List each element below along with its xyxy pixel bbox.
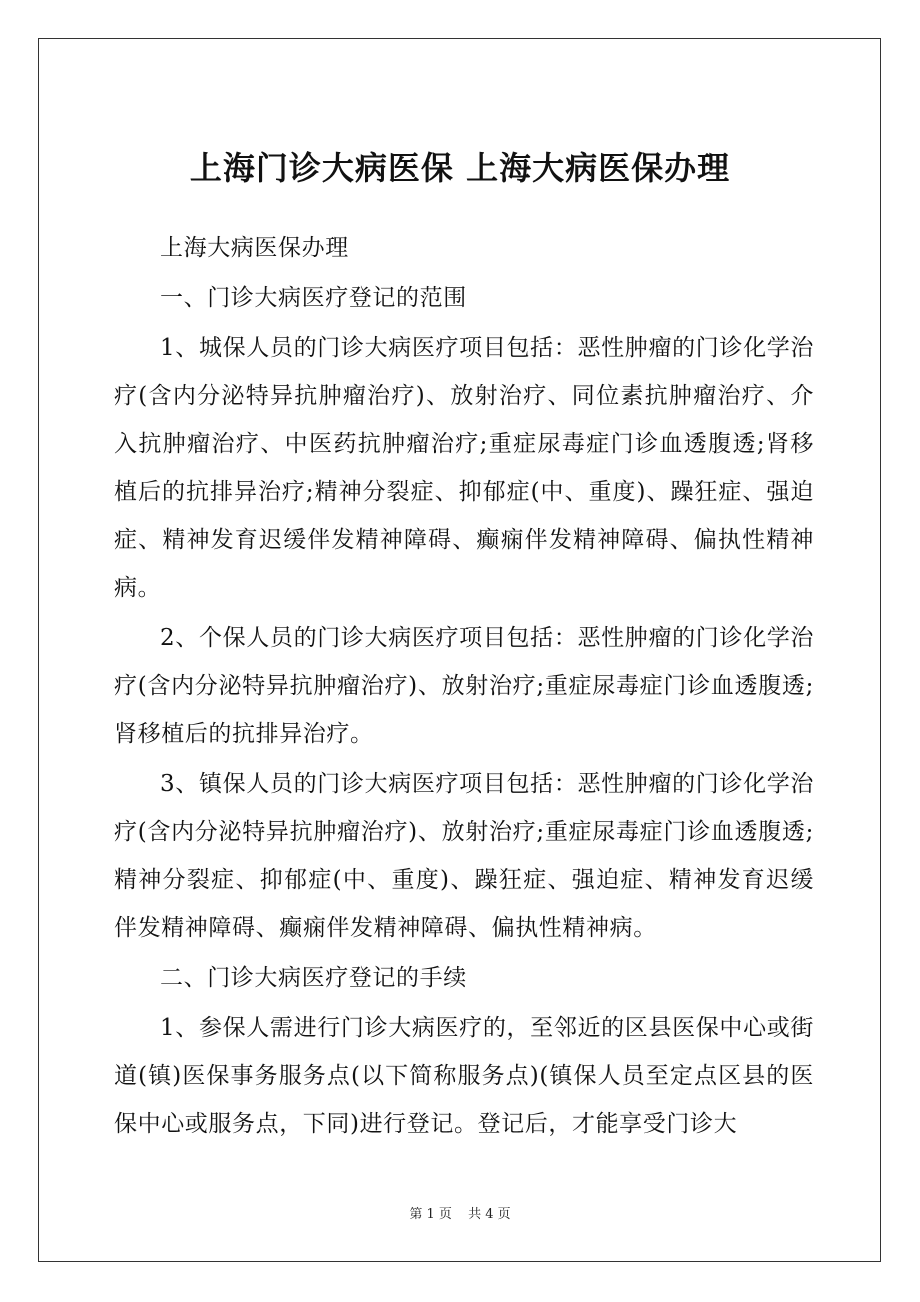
paragraph-registration: 1、参保人需进行门诊大病医疗的，至邻近的区县医保中心或街道(镇)医保事务服务点(以下简称服务点)(镇保人员至定点区县的医保中心或服务点，下同)进行登记。登记后，才能享受门诊大 [114,1015,814,1137]
paragraph-town-insurance: 3、镇保人员的门诊大病医疗项目包括：恶性肿瘤的门诊化学治疗(含内分泌特异抗肿瘤治疗)、放射治疗;重症尿毒症门诊血透腹透;精神分裂症、抑郁症(中、重度)、躁狂症、强迫症、精神发育迟缓伴发精神障碍、癫痫伴发精神障碍、偏执性精神病。 [114,771,814,941]
paragraph-city-insurance: 1、城保人员的门诊大病医疗项目包括：恶性肿瘤的门诊化学治疗(含内分泌特异抗肿瘤治疗)、放射治疗、同位素抗肿瘤治疗、介入抗肿瘤治疗、中医药抗肿瘤治疗;重症尿毒症门诊血透腹透;肾移植后的抗排异治疗;精神分裂症、抑郁症(中、重度)、躁狂症、强迫症、精神发育迟缓伴发精神障碍、癫痫伴发精神障碍、偏执性精神病。 [114,335,814,601]
section-heading-main: 上海大病医保办理 [160,235,349,261]
page-footer [0,1206,920,1224]
document-body [114,224,814,1148]
section-heading-scope: 一、门诊大病医疗登记的范围 [160,285,467,311]
section-heading-procedure: 二、门诊大病医疗登记的手续 [160,965,467,991]
page-number-current: 第 1 页 [409,1207,452,1222]
page-number-total: 共 4 页 [468,1207,511,1222]
paragraph-individual-insurance: 2、个保人员的门诊大病医疗项目包括：恶性肿瘤的门诊化学治疗(含内分泌特异抗肿瘤治疗)、放射治疗;重症尿毒症门诊血透腹透;肾移植后的抗排异治疗。 [114,625,814,747]
document-title: 上海门诊大病医保 上海大病医保办理 [189,149,731,187]
